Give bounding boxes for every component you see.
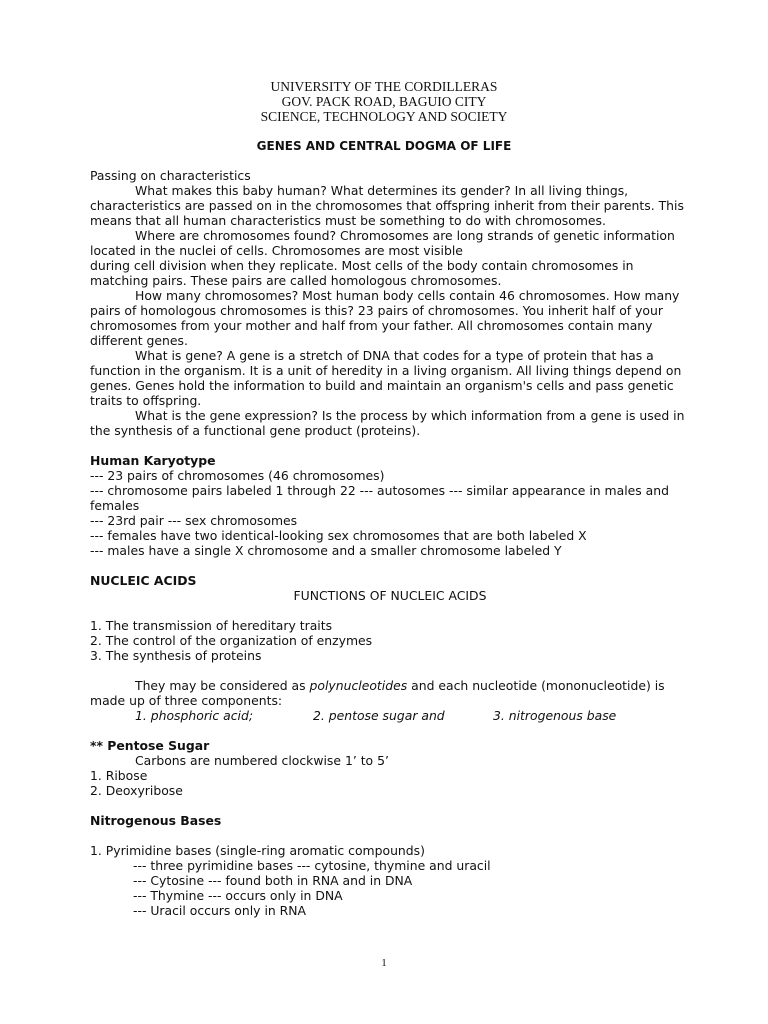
component-phosphoric: 1. phosphoric acid;	[135, 708, 253, 723]
nucleic-acids-heading: NUCLEIC ACIDS	[90, 573, 197, 588]
pyrimidine-sub: --- Cytosine --- found both in RNA and in DNA	[133, 873, 413, 888]
section-heading-passing: Passing on characteristics	[90, 168, 251, 183]
components-line	[90, 708, 690, 723]
paragraph-baby-human: What makes this baby human? What determines its gender? In all living things, characteristics are passed on in the chromosomes that offspring inherit from their parents. This means that all human characteristics must be something to do with chromosomes.	[90, 183, 684, 228]
pyrimidine-sub: --- Uracil occurs only in RNA	[133, 903, 307, 918]
pentose-item: 1. Ribose	[90, 768, 148, 783]
paragraph-what-is-gene: What is gene? A gene is a stretch of DNA that codes for a type of protein that has a function in the organism. It is a unit of heredity in a living organism. All living things depend on genes. Genes hold the information to build and maintain an organism's cells and pass genetic traits to offspring.	[90, 348, 682, 408]
polynucleotides-term: polynucleotides	[309, 678, 408, 693]
paragraph-how-many: How many chromosomes? Most human body cells contain 46 chromosomes. How many pairs of homologous chromosomes is this? 23 pairs of chromosomes. You inherit half of your chromosomes from your mother and half from your father. All chromosomes contain many different genes.	[90, 288, 680, 348]
paragraph-gene-expression: What is the gene expression? Is the process by which information from a gene is used in the synthesis of a functional gene product (proteins).	[90, 408, 685, 438]
karyotype-line: --- males have a single X chromosome and a smaller chromosome labeled Y	[90, 543, 562, 558]
pentose-note: Carbons are numbered clockwise 1’ to 5’	[135, 753, 389, 768]
pentose-item: 2. Deoxyribose	[90, 783, 183, 798]
document-title: GENES AND CENTRAL DOGMA OF LIFE	[256, 139, 512, 153]
function-item: 2. The control of the organization of enzymes	[90, 633, 373, 648]
header-course: SCIENCE, TECHNOLOGY AND SOCIETY	[260, 109, 508, 124]
bases-heading: Nitrogenous Bases	[90, 813, 222, 828]
karyotype-line: --- females have two identical-looking sex chromosomes that are both labeled X	[90, 528, 587, 543]
function-item: 3. The synthesis of proteins	[90, 648, 262, 663]
paragraph-chromosomes-found-b: during cell division when they replicate. Most cells of the body contain chromosomes in matching pairs. These pairs are called homologous chromosomes.	[90, 258, 634, 288]
header-university: UNIVERSITY OF THE CORDILLERAS	[270, 79, 498, 94]
pyrimidine-sub: --- three pyrimidine bases --- cytosine, thymine and uracil	[133, 858, 491, 873]
component-nitrogenous: 3. nitrogenous base	[493, 708, 617, 723]
document-body	[90, 168, 690, 918]
header-address: GOV. PACK ROAD, BAGUIO CITY	[281, 94, 487, 109]
page-number: 1	[381, 957, 387, 969]
polynucleotide-paragraph: They may be considered as polynucleotides and each nucleotide (mononucleotide) is made up of three components:	[90, 678, 665, 708]
karyotype-line: --- chromosome pairs labeled 1 through 22 --- autosomes --- similar appearance in males and females	[90, 483, 669, 513]
pentose-heading: ** Pentose Sugar	[90, 738, 210, 753]
component-pentose: 2. pentose sugar and	[313, 708, 445, 723]
karyotype-line: --- 23 pairs of chromosomes (46 chromosomes)	[90, 468, 385, 483]
karyotype-heading: Human Karyotype	[90, 453, 216, 468]
function-item: 1. The transmission of hereditary traits	[90, 618, 333, 633]
karyotype-line: --- 23rd pair --- sex chromosomes	[90, 513, 298, 528]
pyrimidine-sub: --- Thymine --- occurs only in DNA	[133, 888, 343, 903]
functions-heading: FUNCTIONS OF NUCLEIC ACIDS	[293, 588, 487, 603]
pyrimidine-item: 1. Pyrimidine bases (single-ring aromatic compounds)	[90, 843, 425, 858]
paragraph-chromosomes-found-a: Where are chromosomes found? Chromosomes are long strands of genetic information located in the nuclei of cells. Chromosomes are most visible	[90, 228, 675, 258]
